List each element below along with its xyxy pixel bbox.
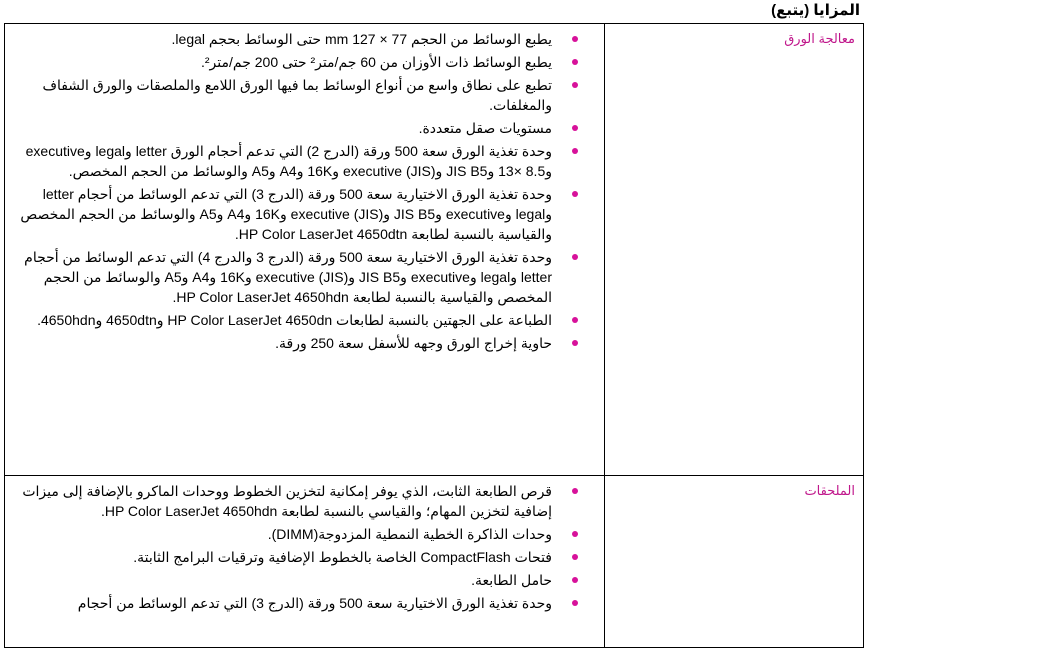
list-item [5, 247, 600, 307]
list-item-text: وحدة تغذية الورق الاختيارية سعة 500 ورقة (الدرج 3) التي تدعم الوسائط من أحجام letter وlegal وexecutive وJIS B5 و(JIS) executive و16K وA4 وA5 والوسائط من الحجم المخصص والقياسية بالنسبة لطابعة HP Color LaserJet 4650dtn. [20, 186, 552, 242]
list-item-text: وحدات الذاكرة الخطية النمطية المزدوجة(DIMM). [267, 526, 552, 542]
list-item [5, 118, 600, 138]
bullet-dot-icon [572, 600, 578, 606]
bullet-dot-icon [572, 340, 578, 346]
list-item-text: مستويات صقل متعددة. [418, 120, 552, 136]
list-item-text: يطبع الوسائط من الحجم 77 × 127 mm حتى الوسائط بحجم legal. [171, 31, 552, 47]
list-item-text: وحدة تغذية الورق الاختيارية سعة 500 ورقة (الدرج 3 والدرج 4) التي تدعم الوسائط من أحجام letter وlegal وexecutive وJIS B5 و(JIS) executive و16K وA4 وA5 والوسائط من الحجم المخصص والقياسية بالنسبة لطابعة HP Color LaserJet 4650hdn. [24, 249, 552, 305]
bullet-dot-icon [572, 577, 578, 583]
bullet-dot-icon [572, 36, 578, 42]
list-item [5, 570, 600, 590]
list-item-text: يطبع الوسائط ذات الأوزان من 60 جم/متر² حتى 200 جم/متر². [200, 54, 552, 70]
list-item-text: حاوية إخراج الورق وجهه للأسفل سعة 250 ورقة. [275, 335, 552, 351]
list-item [5, 333, 600, 353]
category-accessories: الملحقات [605, 476, 864, 648]
bullet-dot-icon [572, 191, 578, 197]
bullet-dot-icon [572, 254, 578, 260]
items-cell [5, 476, 605, 648]
list-item [5, 481, 600, 521]
items-cell [5, 24, 605, 476]
bullet-list [5, 481, 600, 613]
features-table [4, 23, 864, 648]
list-item [5, 524, 600, 544]
bullet-dot-icon [572, 59, 578, 65]
list-item [5, 75, 600, 115]
list-item [5, 184, 600, 244]
bullet-dot-icon [572, 531, 578, 537]
bullet-list [5, 29, 600, 353]
bullet-dot-icon [572, 488, 578, 494]
table-row [5, 24, 864, 476]
bullet-dot-icon [572, 317, 578, 323]
bullet-dot-icon [572, 125, 578, 131]
bullet-dot-icon [572, 82, 578, 88]
list-item-text: الطباعة على الجهتين بالنسبة لطابعات HP Color LaserJet 4650dn و4650dtn و4650hdn. [37, 312, 552, 328]
list-item-text: قرص الطابعة الثابت، الذي يوفر إمكانية لتخزين الخطوط ووحدات الماكرو بالإضافة إلى ميزات إضافية لتخزين المهام؛ والقياسي بالنسبة لطابعة HP Color LaserJet 4650hdn. [22, 483, 552, 519]
bullet-dot-icon [572, 148, 578, 154]
section-heading: المزايا (يتبع) [771, 2, 860, 19]
list-item [5, 141, 600, 181]
list-item-text: وحدة تغذية الورق الاختيارية سعة 500 ورقة (الدرج 3) التي تدعم الوسائط من أحجام [77, 595, 552, 611]
list-item [5, 547, 600, 567]
list-item-text: وحدة تغذية الورق سعة 500 ورقة (الدرج 2) التي تدعم أحجام الورق letter وlegal وexecutive و8.5 ×13 وJIS B5 و(JIS) executive و16K وA4 وA5 والوسائط من الحجم المخصص. [25, 143, 552, 179]
list-item-text: فتحات CompactFlash الخاصة بالخطوط الإضافية وترقيات البرامج الثابتة. [133, 549, 552, 565]
list-item [5, 310, 600, 330]
bullet-dot-icon [572, 554, 578, 560]
list-item-text: حامل الطابعة. [471, 572, 552, 588]
list-item [5, 593, 600, 613]
category-paper-handling: معالجة الورق [605, 24, 864, 476]
list-item [5, 52, 600, 72]
list-item-text: تطبع على نطاق واسع من أنواع الوسائط بما فيها الورق اللامع والملصقات والورق الشفاف والمغلفات. [42, 77, 552, 113]
table-row [5, 476, 864, 648]
list-item [5, 29, 600, 49]
